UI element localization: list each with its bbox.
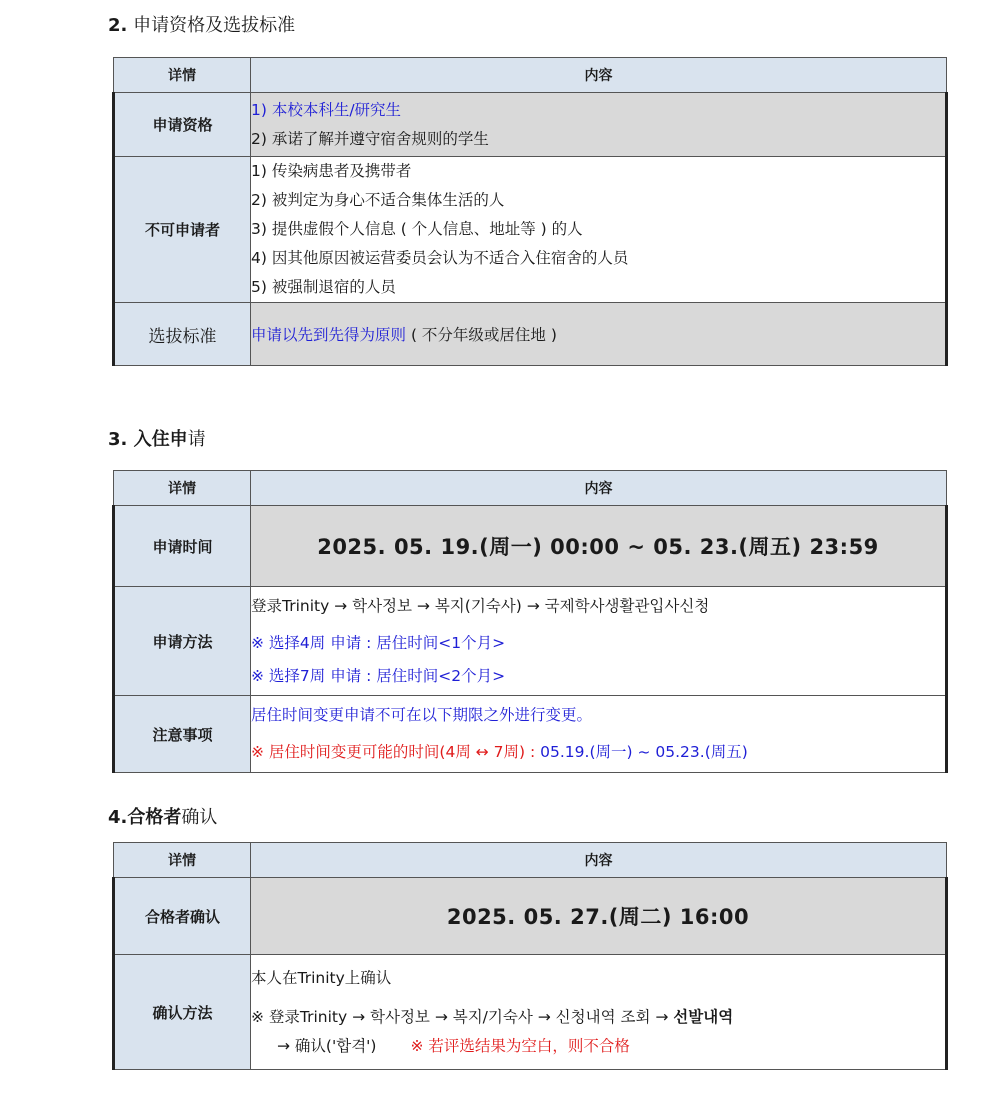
confirm-method-line-2	[251, 1003, 945, 1032]
ineligible-item: 1) 传染病患者及携带者	[251, 162, 412, 180]
confirmation-method-content	[251, 955, 947, 1070]
method-option-7-weeks: ※ 选择7周 申请 : 居住时间<2个月>	[251, 666, 506, 685]
section-4-title-rest: 确认	[181, 807, 218, 828]
row-label-notice: 注意事项	[114, 696, 251, 773]
header-details: 详情	[114, 471, 251, 506]
header-details: 详情	[114, 843, 251, 878]
row-label-ineligible: 不可申请者	[114, 157, 251, 303]
application-method-content	[251, 587, 947, 696]
row-label-selection: 选拔标准	[114, 303, 251, 366]
ineligible-item: 5) 被强制退宿的人员	[251, 278, 396, 296]
confirm-blank-warning: ※ 若评选结果为空白，则不合格	[410, 1036, 630, 1055]
ineligible-item: 2) 被判定为身心不适合集体生活的人	[251, 191, 505, 209]
header-content: 内容	[251, 58, 947, 93]
ineligible-content	[251, 157, 947, 303]
row-label-application-time: 申请时间	[114, 506, 251, 587]
section-2-title: 申请资格及选拔标准	[127, 15, 296, 36]
section-3-heading	[108, 425, 206, 451]
confirmation-table	[112, 842, 948, 1070]
section-4-title-bold: 4.合格者	[108, 807, 182, 828]
ineligible-item: 4) 因其他原因被运营委员会认为不适合入住宿舍的人员	[251, 249, 629, 267]
selection-principle: 申请以先到先得为原则	[251, 326, 407, 344]
selection-note: ( 不分年级或居住地 )	[406, 326, 557, 344]
method-option-4-weeks: ※ 选择4周 申请 : 居住时间<1个月>	[251, 633, 506, 652]
method-path: 登录Trinity → 학사정보 → 복지(기숙사) → 국제학사생활관입사신청	[251, 596, 710, 615]
eligibility-table	[112, 57, 948, 366]
confirm-path-selection: 선발내역	[673, 1007, 734, 1026]
eligibility-line-2: 2) 承诺了解并遵守宿舍规则的学生	[251, 129, 489, 148]
notice-change-period-dates: 05.19.(周一) ~ 05.23.(周五)	[540, 743, 748, 761]
row-label-application-method: 申请方法	[114, 587, 251, 696]
confirmation-time-value: 2025. 05. 27.(周二) 16:00	[251, 878, 947, 955]
row-label-confirmation-method: 确认方法	[114, 955, 251, 1070]
eligibility-content	[251, 93, 947, 157]
header-content: 内容	[251, 843, 947, 878]
confirm-path: ※ 登录Trinity → 학사정보 → 복지/기숙사 → 신청내역 조회 →	[251, 1007, 674, 1026]
header-content: 内容	[251, 471, 947, 506]
section-4-heading	[108, 803, 217, 829]
notice-line-1: 居住时间变更申请不可在以下期限之外进行变更。	[251, 706, 593, 724]
section-2-heading	[108, 11, 295, 37]
confirm-pass: → 确认('합격')	[277, 1036, 377, 1055]
row-label-confirmation: 合格者确认	[114, 878, 251, 955]
section-3-number: 3.	[108, 429, 128, 450]
row-label-eligibility: 申请资格	[114, 93, 251, 157]
notice-change-period-label: ※ 居住时间变更可能的时间(4周 ↔ 7周) :	[251, 743, 541, 761]
header-details: 详情	[114, 58, 251, 93]
notice-content	[251, 696, 947, 773]
eligibility-line-1	[251, 96, 945, 125]
section-2-number: 2.	[108, 15, 128, 36]
application-table	[112, 470, 948, 773]
application-time-value: 2025. 05. 19.(周一) 00:00 ~ 05. 23.(周五) 23:59	[251, 506, 947, 587]
section-3-title-rest: 请	[187, 429, 206, 450]
notice-line-2	[251, 738, 945, 767]
confirm-method-line-1: 本人在Trinity上确认	[251, 968, 392, 987]
section-3-title-bold: 入住申	[127, 429, 188, 450]
selection-content	[251, 303, 947, 366]
confirm-method-line-3	[251, 1032, 945, 1061]
ineligible-item: 3) 提供虚假个人信息 ( 个人信息、地址等 ) 的人	[251, 220, 583, 238]
eligibility-line-1-text: 1) 本校本科生/研究生	[251, 100, 402, 119]
